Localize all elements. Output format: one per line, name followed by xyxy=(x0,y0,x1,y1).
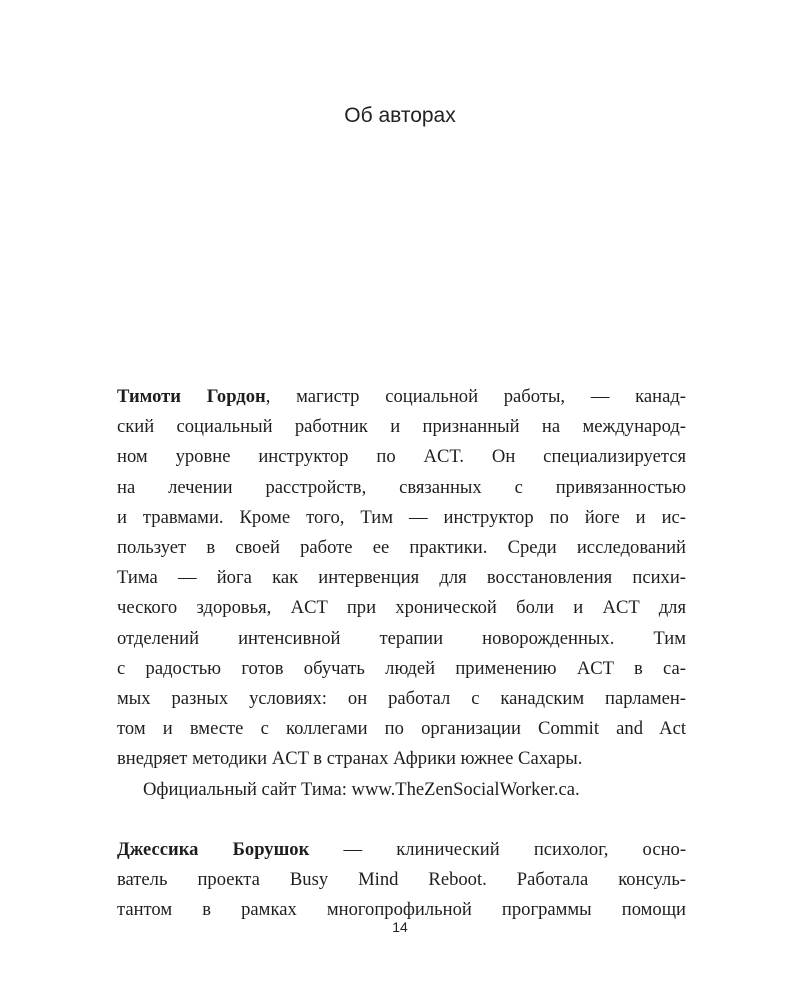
paragraph-line: том и вместе с коллегами по организации Commit and Act xyxy=(117,718,686,740)
paragraph-line: ский социальный работник и признанный на международ- xyxy=(117,416,686,438)
paragraph-line: Тимоти Гордон, магистр социальной работы, — канад- xyxy=(117,386,687,407)
page-title: Об авторах xyxy=(344,104,456,127)
bio-jessica-borushok xyxy=(117,835,686,926)
paragraph-line: Тима — йога как интервенция для восстановления психи- xyxy=(117,567,686,589)
author-name: Джессика Борушок xyxy=(117,839,310,861)
paragraph-line: ватель проекта Busy Mind Reboot. Работала консуль- xyxy=(117,869,686,891)
paragraph-line: тантом в рамках многопрофильной программы помощи xyxy=(117,899,686,921)
page-number: 14 xyxy=(392,919,408,935)
paragraph-line: отделений интенсивной терапии новорожденных. Тим xyxy=(117,627,686,649)
author-name: Тимоти Гордон xyxy=(117,386,266,407)
paragraph-spacer xyxy=(117,805,686,835)
paragraph-line: внедряет методики ACT в странах Африки южнее Сахары. xyxy=(117,748,583,770)
bio-timothy-gordon xyxy=(117,382,686,805)
paragraph-line: ном уровне инструктор по ACT. Он специализируется xyxy=(117,446,686,468)
paragraph-line: ческого здоровья, ACT при хронической боли и ACT для xyxy=(117,597,686,619)
paragraph-line: Джессика Борушок — клинический психолог, осно- xyxy=(117,839,687,861)
paragraph-line: и травмами. Кроме того, Тим — инструктор по йоге и ис- xyxy=(117,506,686,528)
paragraph-line: мых разных условиях: он работал с канадским парламен- xyxy=(117,688,686,710)
paragraph-line: пользует в своей работе ее практики. Среди исследований xyxy=(117,537,686,559)
website-line: Официальный сайт Тима: www.TheZenSocialWorker.ca. xyxy=(143,778,580,800)
paragraph-line: на лечении расстройств, связанных с привязанностью xyxy=(117,476,686,498)
body-text xyxy=(117,382,686,926)
paragraph-line: с радостью готов обучать людей применению ACT в са- xyxy=(117,657,686,679)
